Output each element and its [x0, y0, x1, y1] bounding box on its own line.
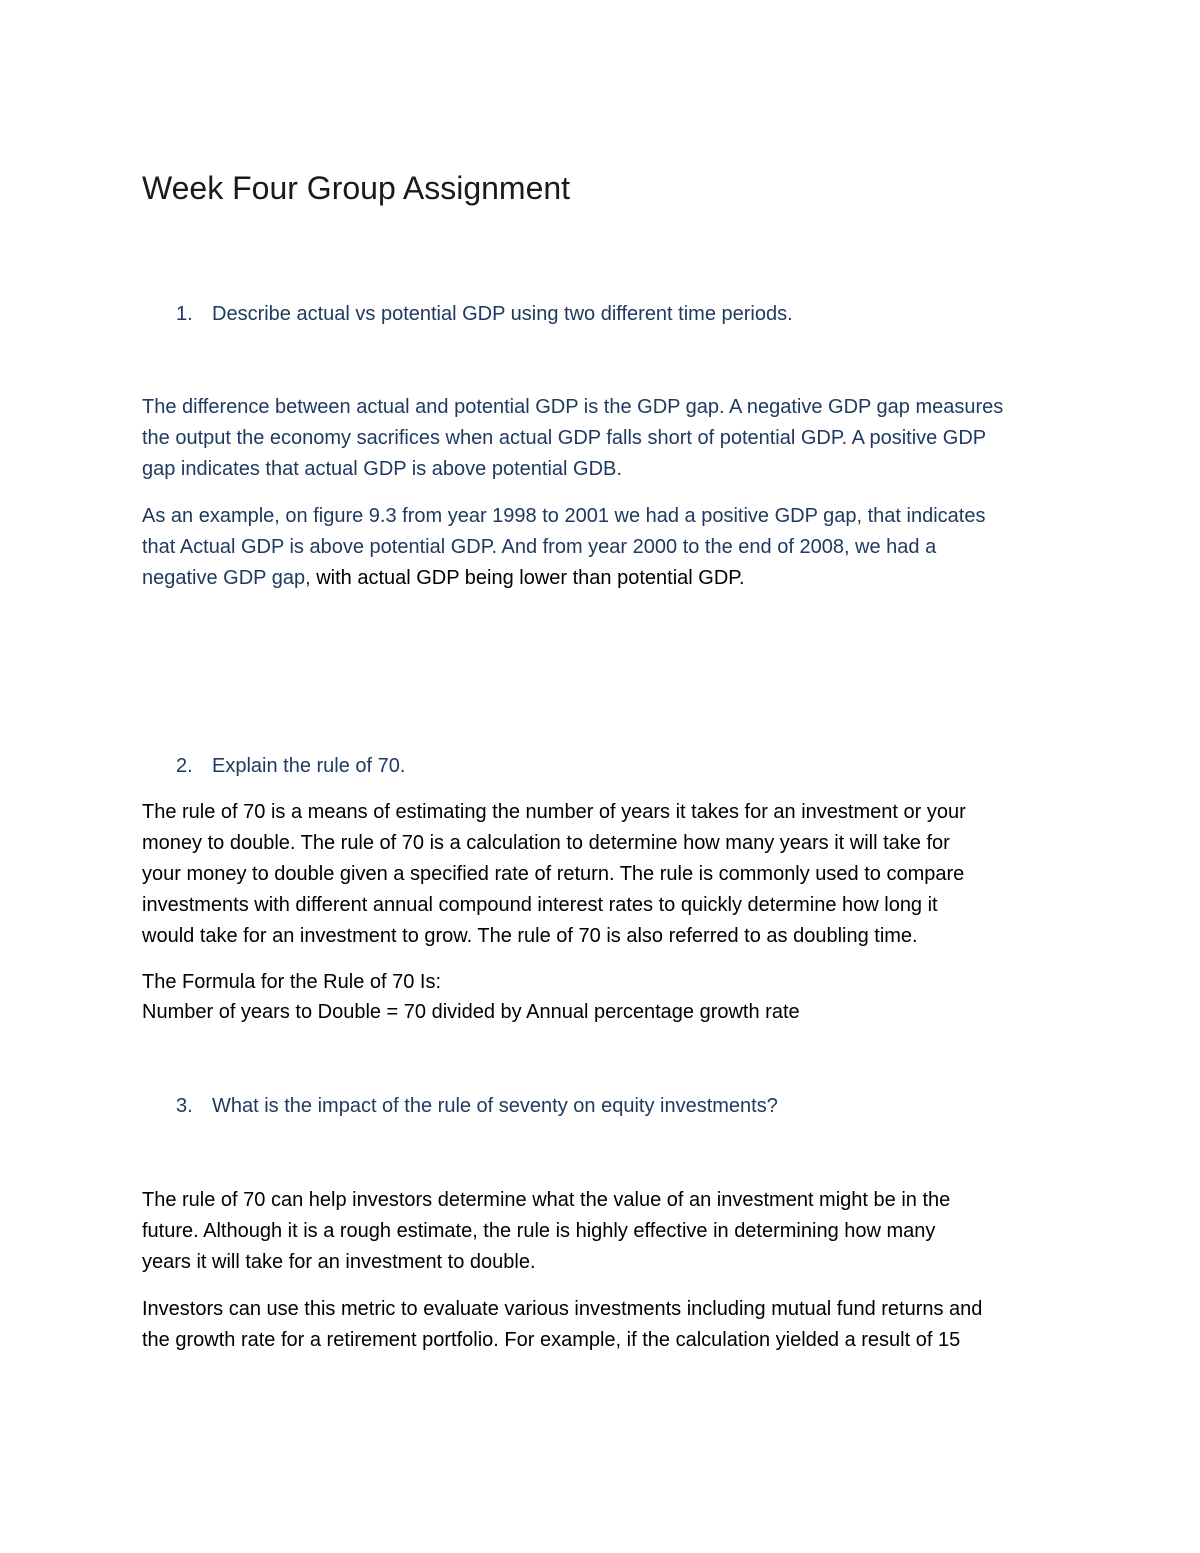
answer-3-paragraph-1: The rule of 70 can help investors determine what the value of an investment might be in the future. Although it is a rough estimate, the rule is highly effective in determining how many years it will take for an investment to double. — [142, 1189, 951, 1273]
question-1 — [142, 301, 793, 327]
answer-1-paragraph-1: The difference between actual and potential GDP is the GDP gap. A negative GDP gap measures the output the economy sacrifices when actual GDP falls short of potential GDP. A positive GDP gap indicates that actual GDP is above potential GDB. — [142, 396, 1004, 480]
question-text: What is the impact of the rule of seventy on equity investments? — [212, 1095, 778, 1117]
question-text: Explain the rule of 70. — [212, 755, 406, 777]
answer-2-paragraph-1: The rule of 70 is a means of estimating the number of years it takes for an investment or your money to double. The rule of 70 is a calculation to determine how many years it will take for your money to double given a specified rate of return. The rule is commonly used to compare investments with different annual compound interest rates to quickly determine how long it would take for an investment to grow. The rule of 70 is also referred to as doubling time. — [142, 801, 966, 947]
answer-2-formula — [142, 967, 1062, 1027]
question-number: 2. — [176, 755, 193, 777]
question-number: 1. — [176, 303, 193, 325]
question-3 — [142, 1093, 778, 1119]
formula-text: Number of years to Double = 70 divided by Annual percentage growth rate — [142, 1001, 800, 1023]
question-2 — [142, 753, 405, 779]
document-title: Week Four Group Assignment — [142, 170, 571, 206]
question-number: 3. — [176, 1095, 193, 1117]
formula-heading: The Formula for the Rule of 70 Is: — [142, 971, 442, 993]
answer-1-paragraph-2: As an example, on figure 9.3 from year 1998 to 2001 we had a positive GDP gap, that indicates that Actual GDP is above potential GDP. And from year 2000 to the end of 2008, we had a negative GDP gap, with actual GDP being lower than potential GDP. — [142, 505, 986, 589]
answer-3-paragraph-2: Investors can use this metric to evaluate various investments including mutual fund returns and the growth rate for a retirement portfolio. For example, if the calculation yielded a result of 15 — [142, 1298, 983, 1351]
question-text: Describe actual vs potential GDP using two different time periods. — [212, 303, 793, 325]
